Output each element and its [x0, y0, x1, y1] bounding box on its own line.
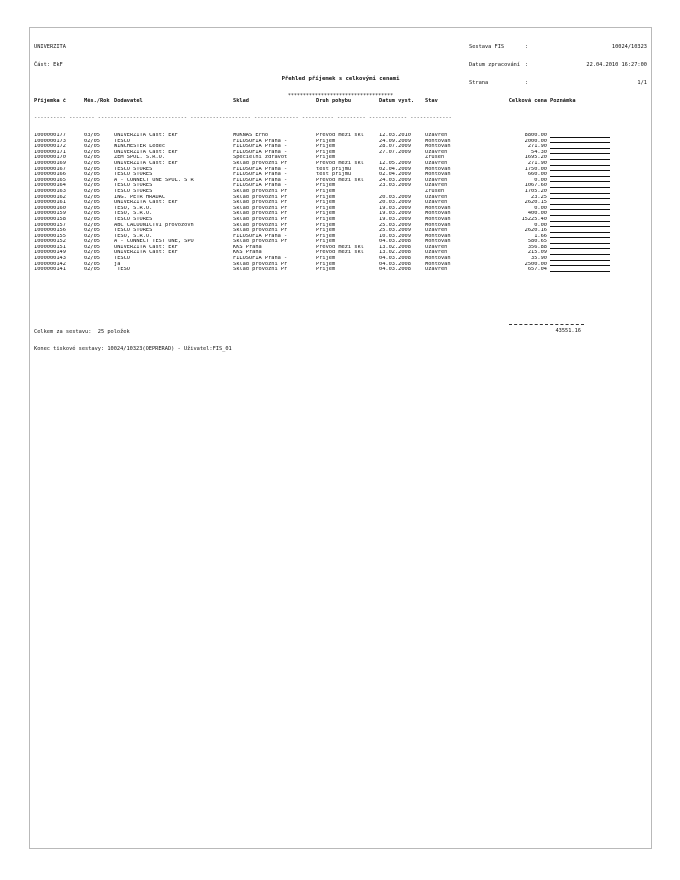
cell-note-blank	[550, 155, 610, 160]
cell-note-blank	[550, 211, 610, 216]
cell-month-year: 02/05	[84, 183, 100, 189]
cell-supplier: A - CONNECT UNE SPOL. S R	[114, 177, 194, 183]
cell-movement-type: Příjem	[316, 183, 336, 189]
cell-receipt-number: 1000000164	[34, 183, 66, 189]
cell-warehouse: FILOSOFIA Praha -	[233, 233, 288, 239]
cell-total-price: 0.00	[534, 205, 547, 211]
cell-supplier: ING. PETR HRADAC	[114, 194, 166, 200]
cell-status: Montován	[425, 261, 451, 267]
cell-receipt-number: 1000000141	[34, 267, 66, 273]
cell-note-blank	[550, 262, 610, 267]
cell-status: Uzavřen	[425, 194, 448, 200]
cell-total-price: 1705.20	[524, 188, 547, 194]
cell-total-price: 15225.40	[521, 216, 547, 222]
cell-movement-type: Příjem	[316, 216, 336, 222]
cell-status: Montován	[425, 222, 451, 228]
cell-receipt-number: 1000000171	[34, 149, 66, 155]
cell-status: Zrušen	[425, 188, 445, 194]
cell-issue-date: 13.02.2008	[379, 244, 411, 250]
cell-total-price: 0.00	[534, 222, 547, 228]
cell-receipt-number: 1000000163	[34, 188, 66, 194]
cell-warehouse: FILOSOFIA Praha -	[233, 166, 288, 172]
cell-note-blank	[550, 256, 610, 261]
cell-movement-type: Převod mezi skl	[316, 177, 364, 183]
report-footer: Konec tiskové sestavy: 10024/10323(OEPRERAD) - Uživatel:FIS_01	[34, 346, 232, 352]
cell-movement-type: Příjem	[316, 200, 336, 206]
cell-issue-date: 04.03.2008	[379, 239, 411, 245]
col-header-movement-type: Druh pohybu	[316, 98, 352, 104]
cell-warehouse: Sklad provozní Pr	[233, 160, 288, 166]
col-header-receipt: Příjemka č	[34, 98, 66, 104]
cell-note-blank	[550, 167, 610, 172]
cell-month-year: 02/05	[84, 256, 100, 262]
cell-month-year: 02/05	[84, 250, 100, 256]
meta-page: Strana : 1/1	[469, 80, 647, 86]
cell-receipt-number: 1000000151	[34, 244, 66, 250]
cell-month-year: 02/05	[84, 222, 100, 228]
cell-status: Montován	[425, 166, 451, 172]
table-header	[34, 98, 647, 105]
cell-note-blank	[550, 200, 610, 205]
cell-status: Uzavřen	[425, 244, 448, 250]
cell-total-price: 1.66	[534, 233, 547, 239]
cell-status: Uzavřen	[425, 149, 448, 155]
cell-movement-type: Příjem	[316, 233, 336, 239]
cell-issue-date: 13.02.2008	[379, 250, 411, 256]
cell-total-price: 23.25	[531, 194, 547, 200]
cell-movement-type: Převod mezi skl	[316, 244, 364, 250]
cell-supplier: TESCO	[114, 256, 130, 262]
cell-month-year: 02/05	[84, 172, 100, 178]
col-header-note: Poznámka	[550, 98, 576, 104]
cell-receipt-number: 1000000172	[34, 144, 66, 150]
cell-note-blank	[550, 245, 610, 250]
title-underline: ***********************************	[287, 93, 394, 99]
cell-month-year: 02/05	[84, 239, 100, 245]
cell-receipt-number: 1000000160	[34, 205, 66, 211]
table-row	[34, 267, 647, 273]
cell-total-price: 271.90	[527, 144, 547, 150]
cell-receipt-number: 1000000159	[34, 211, 66, 217]
cell-note-blank	[550, 228, 610, 233]
cell-warehouse: FILOSOFIA Praha -	[233, 172, 288, 178]
cell-note-blank	[550, 250, 610, 255]
cell-total-price: 2500.00	[524, 261, 547, 267]
cell-note-blank	[550, 161, 610, 166]
cell-supplier: ZEM SPOL. S.R.O.	[114, 155, 166, 161]
cell-issue-date: 19.03.2009	[379, 216, 411, 222]
cell-movement-type: Příjem	[316, 222, 336, 228]
cell-status: Montován	[425, 172, 451, 178]
cell-receipt-number: 1000000165	[34, 177, 66, 183]
cell-movement-type: Příjem	[316, 144, 336, 150]
cell-status: Montován	[425, 144, 451, 150]
col-header-supplier: Dodavatel	[114, 98, 143, 104]
cell-warehouse: FILOSOFIA Praha -	[233, 149, 288, 155]
cell-supplier: WINCHESTER Ledeč	[114, 144, 166, 150]
cell-receipt-number: 1000000162	[34, 194, 66, 200]
cell-status: Uzavřen	[425, 228, 448, 234]
cell-warehouse: Sklad provozní Pr	[233, 239, 288, 245]
cell-issue-date: 23.03.2009	[379, 183, 411, 189]
table-body	[34, 133, 647, 273]
cell-total-price: 1750.00	[524, 166, 547, 172]
cell-issue-date: 20.03.2009	[379, 200, 411, 206]
cell-note-blank	[550, 144, 610, 149]
cell-warehouse: FILOSOFIA Praha -	[233, 177, 288, 183]
cell-warehouse: Sklad provozní Pr	[233, 267, 288, 273]
cell-receipt-number: 1000000177	[34, 133, 66, 138]
cell-warehouse: Sklad provozní Pr	[233, 222, 288, 228]
cell-issue-date: 24.03.2009	[379, 177, 411, 183]
col-header-warehouse: Sklad	[233, 98, 249, 104]
cell-issue-date: 19.03.2009	[379, 205, 411, 211]
cell-supplier: TESCO STORES	[114, 183, 153, 189]
cell-movement-type: Příjem	[316, 205, 336, 211]
cell-movement-type: Příjem	[316, 261, 336, 267]
cell-total-price: 2000.00	[524, 138, 547, 144]
cell-supplier: A - CONNECT TEST UNE, SPO	[114, 239, 194, 245]
report-title: Přehled příjemek s celkovými cenami	[281, 76, 400, 82]
cell-status: Zrušen	[425, 155, 445, 161]
cell-issue-date: 27.07.2009	[379, 149, 411, 155]
cell-issue-date: 24.09.2009	[379, 138, 411, 144]
cell-status: Uzavřen	[425, 177, 448, 183]
cell-total-price: 8800.00	[524, 133, 547, 138]
cell-note-blank	[550, 223, 610, 228]
cell-warehouse: Sklad provozní Pr	[233, 205, 288, 211]
cell-month-year: 02/05	[84, 261, 100, 267]
cell-supplier: TESCO STORES	[114, 172, 153, 178]
cell-issue-date: 12.03.2010	[379, 133, 411, 138]
cell-movement-type: Příjem	[316, 188, 336, 194]
cell-total-price: 0.00	[534, 177, 547, 183]
cell-total-price: 1067.60	[524, 183, 547, 189]
cell-movement-type: Převod mezi skl	[316, 133, 364, 138]
cell-issue-date: 10.03.2009	[379, 233, 411, 239]
col-header-month-year: Měs./Rok	[84, 98, 110, 104]
cell-note-blank	[550, 195, 610, 200]
cell-month-year: 02/05	[84, 144, 100, 150]
cell-status: Uzavřen	[425, 267, 448, 273]
cell-status: Montován	[425, 205, 451, 211]
cell-receipt-number: 1000000170	[34, 155, 66, 161]
cell-month-year: 02/05	[84, 138, 100, 144]
cell-issue-date: 02.04.2009	[379, 172, 411, 178]
col-header-total-price: Celková cena	[508, 98, 547, 104]
cell-warehouse: Sklad provozní Pr	[233, 228, 288, 234]
cell-status: Montován	[425, 138, 451, 144]
cell-note-blank	[550, 133, 610, 138]
cell-issue-date: 02.04.2009	[379, 166, 411, 172]
cell-warehouse: FILOSOFIA Praha -	[233, 256, 288, 262]
cell-supplier: TESO, S.R.O.	[114, 211, 153, 217]
cell-receipt-number: 1000000161	[34, 200, 66, 206]
cell-warehouse: MOKNAS Erno	[233, 133, 269, 138]
cell-status: Uzavřen	[425, 250, 448, 256]
cell-receipt-number: 1000000173	[34, 138, 66, 144]
cell-status: Uzavřen	[425, 133, 448, 138]
cell-supplier: UNIVERZITA Část: EkF	[114, 160, 178, 166]
cell-receipt-number: 1000000166	[34, 172, 66, 178]
cell-issue-date: 25.03.2009	[379, 228, 411, 234]
cell-total-price: 580.65	[527, 239, 547, 245]
cell-movement-type: Příjem	[316, 149, 336, 155]
meta-processing-date: Datum zpracování : 22.04.2010 16:27:00	[469, 62, 647, 68]
cell-month-year: 02/05	[84, 267, 100, 273]
cell-note-blank	[550, 150, 610, 155]
cell-movement-type: test příjmu	[316, 166, 352, 172]
cell-total-price: 271.90	[527, 160, 547, 166]
cell-note-blank	[550, 183, 610, 188]
cell-note-blank	[550, 189, 610, 194]
cell-supplier: UNIVERZITA Část: EkF	[114, 200, 178, 206]
cell-month-year: 02/05	[84, 194, 100, 200]
cell-supplier: UNIVERZITA Část: EkF	[114, 133, 178, 138]
cell-warehouse: FILOSOFIA Praha -	[233, 138, 288, 144]
cell-supplier: TESO, S.R.O.	[114, 233, 153, 239]
cell-total-price: 35.90	[531, 256, 547, 262]
cell-total-price: 657.04	[527, 267, 547, 273]
cell-total-price: 400.00	[527, 211, 547, 217]
cell-issue-date: 04.03.2008	[379, 256, 411, 262]
grand-total: 43551.16	[555, 328, 581, 334]
col-header-issue-date: Datum vyst.	[379, 98, 415, 104]
cell-note-blank	[550, 172, 610, 177]
cell-total-price: 54.30	[531, 149, 547, 155]
cell-status: Montován	[425, 211, 451, 217]
cell-warehouse: Sklad provozní Pr	[233, 211, 288, 217]
cell-movement-type: Převod mezi skl	[316, 250, 364, 256]
cell-status: Montován	[425, 239, 451, 245]
cell-movement-type: Příjem	[316, 228, 336, 234]
cell-note-blank	[550, 217, 610, 222]
cell-movement-type: Příjem	[316, 194, 336, 200]
cell-receipt-number: 1000000167	[34, 166, 66, 172]
cell-note-blank	[550, 139, 610, 144]
cell-supplier: UNIVERZITA Část: EkF	[114, 250, 178, 256]
cell-movement-type: Převod mezi skl	[316, 160, 364, 166]
cell-month-year: 02/05	[84, 155, 100, 161]
cell-month-year: 02/05	[84, 149, 100, 155]
cell-supplier: TESCO	[114, 138, 130, 144]
cell-movement-type: Příjem	[316, 211, 336, 217]
cell-receipt-number: 1000000169	[34, 160, 66, 166]
cell-movement-type: Příjem	[316, 267, 336, 273]
header-separator: ---------- -------- ---------------------------- ------------------- -------------- ---------- --------- ------------ -------------	[34, 115, 452, 121]
cell-receipt-number: 1000000158	[34, 216, 66, 222]
cell-month-year: 02/05	[84, 244, 100, 250]
cell-month-year: 02/05	[84, 216, 100, 222]
cell-receipt-number: 1000000157	[34, 222, 66, 228]
cell-month-year: 03/05	[84, 133, 100, 138]
cell-total-price: 356.88	[527, 244, 547, 250]
cell-warehouse: Sklad provozní Pr	[233, 216, 288, 222]
cell-status: Montován	[425, 256, 451, 262]
cell-status: Uzavřen	[425, 160, 448, 166]
cell-supplier: já	[114, 261, 121, 267]
cell-receipt-number: 1000000152	[34, 239, 66, 245]
cell-status: Montován	[425, 233, 451, 239]
cell-warehouse: KKS Praha	[233, 250, 262, 256]
cell-supplier: TESO, S.R.O.	[114, 205, 153, 211]
receipts-table	[34, 86, 647, 285]
cell-total-price: 660.00	[527, 172, 547, 178]
meta-report-id: Sestava FIS : 10024/10323	[469, 44, 647, 50]
cell-total-price: 1695.20	[524, 155, 547, 161]
cell-month-year: 02/05	[84, 177, 100, 183]
cell-supplier: TESCO STORES	[114, 216, 153, 222]
cell-receipt-number: 1000000149	[34, 250, 66, 256]
cell-month-year: 02/05	[84, 233, 100, 239]
cell-month-year: 02/05	[84, 200, 100, 206]
organization-name: UNIVERZITA	[34, 44, 66, 50]
cell-warehouse: Sklad provozní Pr	[233, 200, 288, 206]
cell-issue-date: 28.07.2009	[379, 144, 411, 150]
cell-month-year: 02/05	[84, 228, 100, 234]
cell-movement-type: Příjem	[316, 239, 336, 245]
cell-issue-date: 25.03.2009	[379, 222, 411, 228]
cell-supplier: TESCO STORES	[114, 188, 153, 194]
cell-receipt-number: 1000000142	[34, 261, 66, 267]
cell-movement-type: Příjem	[316, 138, 336, 144]
cell-note-blank	[550, 239, 610, 244]
cell-movement-type: test příjmu	[316, 172, 352, 178]
cell-supplier: TESO	[114, 267, 130, 273]
cell-issue-date: 12.05.2009	[379, 160, 411, 166]
cell-month-year: 02/05	[84, 188, 100, 194]
cell-status: Montován	[425, 216, 451, 222]
cell-total-price: 215.09	[527, 250, 547, 256]
cell-supplier: UNIVERZITA Část: EkF	[114, 149, 178, 155]
cell-issue-date: 04.03.2008	[379, 267, 411, 273]
cell-warehouse: Sklad provozní Pr	[233, 261, 288, 267]
cell-issue-date: 20.03.2009	[379, 194, 411, 200]
item-count: Celkem za sestavu: 25 položek	[34, 329, 130, 335]
cell-warehouse: Specielní zdravot	[233, 155, 288, 161]
cell-issue-date: 19.03.2009	[379, 211, 411, 217]
cell-note-blank	[550, 206, 610, 211]
cell-receipt-number: 1000000143	[34, 256, 66, 262]
cell-supplier: TESCO STORES	[114, 228, 153, 234]
col-header-status: Stav	[425, 98, 438, 104]
cell-supplier: TESCO STORES	[114, 166, 153, 172]
cell-movement-type: Příjem	[316, 256, 336, 262]
cell-note-blank	[550, 267, 610, 272]
cell-issue-date: 04.03.2008	[379, 261, 411, 267]
cell-warehouse: Sklad provozní Pr	[233, 194, 288, 200]
cell-month-year: 02/05	[84, 166, 100, 172]
cell-total-price: 2620.15	[524, 200, 547, 206]
cell-receipt-number: 1000000156	[34, 228, 66, 234]
cell-movement-type: Příjem	[316, 155, 336, 161]
organization-part: Část: EkF	[34, 62, 63, 68]
cell-total-price: 2620.16	[524, 228, 547, 234]
report-sheet	[29, 27, 652, 849]
cell-warehouse: FILOSOFIA Praha -	[233, 183, 288, 189]
cell-status: Uzavřen	[425, 200, 448, 206]
cell-warehouse: FILOSOFIA Praha -	[233, 144, 288, 150]
cell-month-year: 02/05	[84, 205, 100, 211]
cell-status: Uzavřen	[425, 183, 448, 189]
cell-note-blank	[550, 234, 610, 239]
cell-warehouse: KKS Praha	[233, 244, 262, 250]
cell-month-year: 02/05	[84, 211, 100, 217]
cell-month-year: 02/05	[84, 160, 100, 166]
cell-note-blank	[550, 178, 610, 183]
cell-warehouse: Sklad provozní Pr	[233, 188, 288, 194]
cell-supplier: ABC CALOUNICTVI provozovn	[114, 222, 194, 228]
cell-receipt-number: 1000000155	[34, 233, 66, 239]
total-separator	[509, 324, 584, 325]
cell-supplier: UNIVERZITA Část: EkF	[114, 244, 178, 250]
